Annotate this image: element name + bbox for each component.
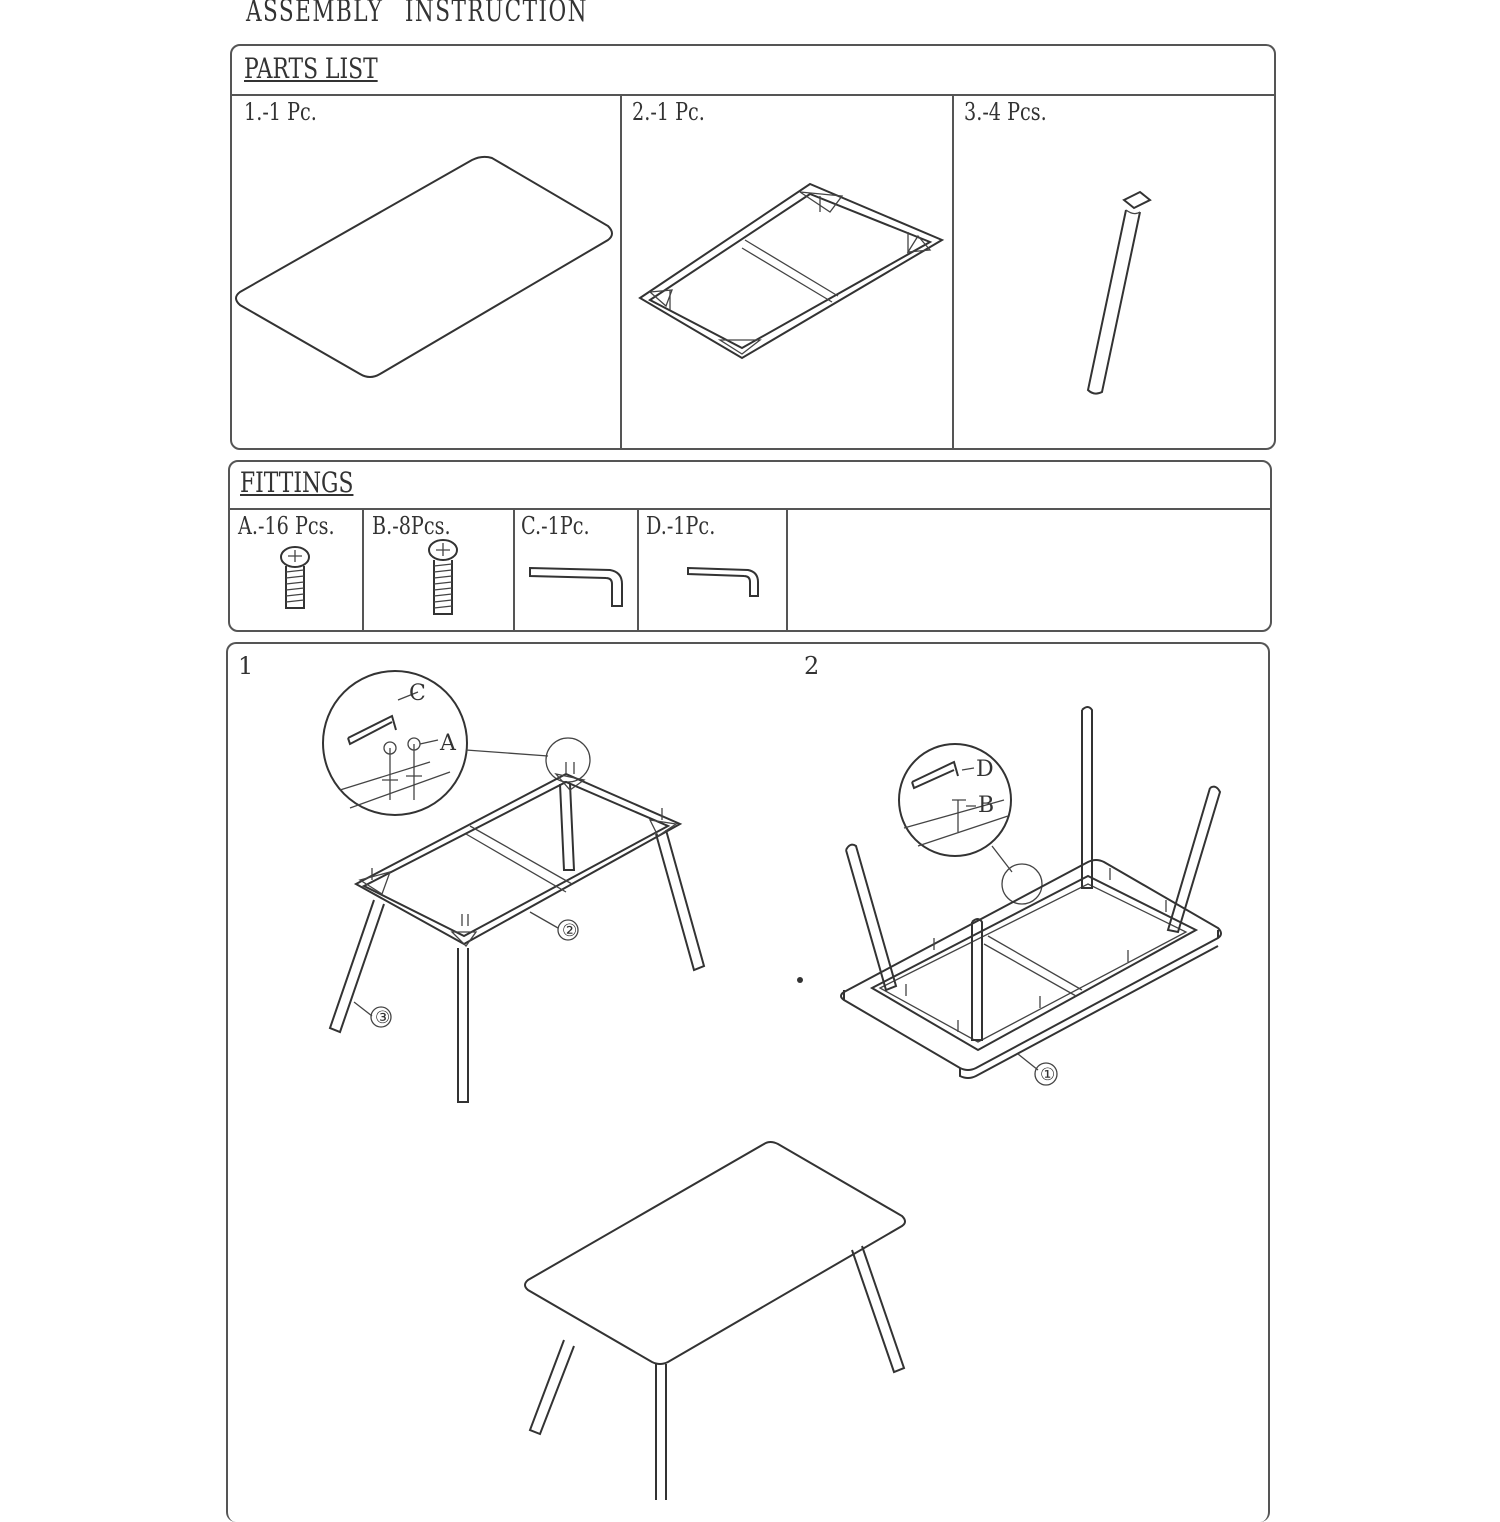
step-1-illustration bbox=[323, 671, 704, 1102]
leg-icon bbox=[1088, 192, 1150, 394]
step-1-number: 1 bbox=[238, 652, 254, 680]
fitting-b-label: B.-8Pcs. bbox=[372, 512, 451, 540]
fitting-a-label: A.-16 Pcs. bbox=[238, 512, 335, 540]
part-3-label: 3.-4 Pcs. bbox=[964, 98, 1047, 126]
table-top-icon bbox=[236, 157, 612, 377]
callout-c: C bbox=[409, 681, 426, 706]
parts-list-heading: PARTS LIST bbox=[244, 52, 378, 85]
part-2-label: 2.-1 Pc. bbox=[632, 98, 705, 126]
step1-detail-key bbox=[348, 716, 396, 744]
allen-key-icon-c bbox=[530, 568, 622, 606]
assembled-table-illustration bbox=[525, 1142, 905, 1500]
bolt-icon-a bbox=[281, 547, 309, 608]
step-2-illustration bbox=[797, 707, 1221, 1085]
callout-b: B bbox=[978, 793, 995, 818]
callout-leg: ③ bbox=[375, 1008, 391, 1028]
step-2-number: 2 bbox=[804, 652, 820, 680]
title-word-1: ASSEMBLY bbox=[246, 0, 384, 29]
callout-top: ① bbox=[1040, 1065, 1056, 1085]
callout-a: A bbox=[440, 731, 456, 756]
fittings-heading: FITTINGS bbox=[240, 466, 354, 499]
callout-d: D bbox=[976, 757, 994, 782]
frame-icon bbox=[640, 184, 942, 358]
fitting-d-label: D.-1Pc. bbox=[646, 512, 716, 540]
bolt-icon-b bbox=[429, 540, 457, 614]
allen-key-icon-d bbox=[688, 568, 758, 596]
step2-detail-key bbox=[912, 762, 958, 788]
callout-frame: ② bbox=[562, 921, 578, 941]
fitting-c-label: C.-1Pc. bbox=[521, 512, 590, 540]
part-1-label: 1.-1 Pc. bbox=[244, 98, 317, 126]
title-word-2: INSTRUCTION bbox=[404, 0, 588, 29]
ink-speck bbox=[797, 977, 803, 983]
